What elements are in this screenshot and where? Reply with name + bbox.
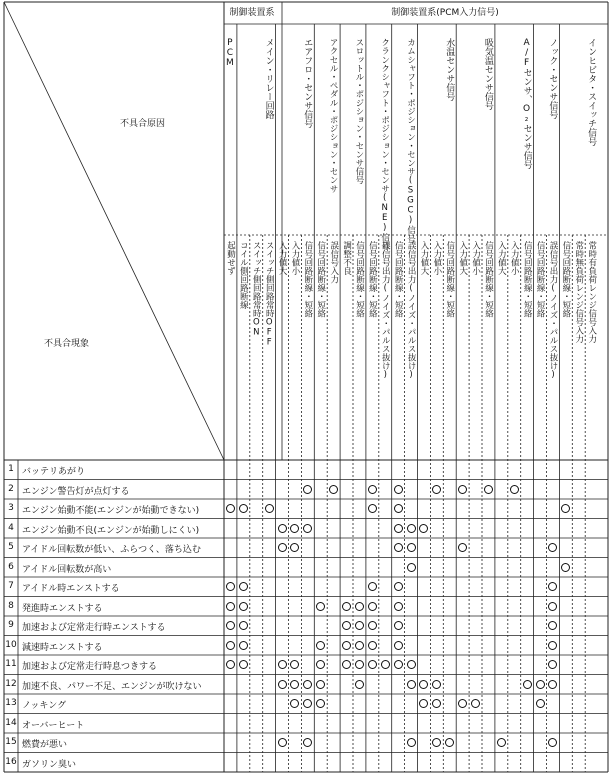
row-number: 7 bbox=[8, 581, 14, 591]
symptom-label: ノッキング bbox=[22, 701, 67, 711]
row-number: 9 bbox=[8, 620, 14, 630]
sub-header-8-1: 入力値小 bbox=[470, 241, 481, 275]
circle-mark bbox=[407, 680, 416, 689]
sub-header-10-0: 信号回路断線・短絡 bbox=[535, 241, 546, 318]
circle-mark bbox=[536, 699, 545, 708]
sub-header-8-2: 信号回路断線・短絡 bbox=[483, 241, 494, 318]
symptom-label: 発進時エンストする bbox=[22, 603, 103, 614]
row-number: 8 bbox=[8, 600, 14, 611]
symptom-label: 加速および定常走行時エンストする bbox=[22, 623, 166, 633]
sub-header-9-0: 入力値大 bbox=[496, 241, 507, 275]
symptom-label: 燃費が悪い bbox=[22, 740, 68, 750]
symptom-label: エンジン始動不良(エンジンが始動しにくい) bbox=[22, 525, 200, 536]
symptom-label: オーバーヒート bbox=[22, 720, 85, 731]
row-number: 5 bbox=[8, 542, 14, 552]
circle-mark bbox=[239, 641, 248, 650]
circle-mark bbox=[278, 660, 287, 669]
circle-mark bbox=[394, 660, 403, 669]
circle-mark bbox=[536, 680, 545, 689]
sub-header-1-0: コイル側回路断線 bbox=[238, 241, 249, 309]
sub-header-4-0: 調整不良 bbox=[341, 241, 352, 275]
circle-mark bbox=[226, 641, 235, 650]
symptom-label: エンジン警告灯が点灯する bbox=[22, 486, 130, 497]
column-header-5: クランクシャフト・ポジション・センサ(NE)信号 bbox=[379, 38, 390, 250]
symptom-label: エンジン始動不能(エンジンが始動できない) bbox=[22, 506, 200, 516]
circle-mark bbox=[523, 680, 532, 689]
circle-mark bbox=[407, 660, 416, 669]
circle-mark bbox=[265, 504, 274, 513]
symptom-label: バッテリあがり bbox=[22, 467, 86, 477]
row-number: 10 bbox=[5, 639, 17, 650]
row-number: 1 bbox=[8, 464, 14, 474]
circle-mark bbox=[342, 602, 351, 611]
circle-mark bbox=[394, 504, 403, 513]
sub-header-4-1: 信号回路断線・短絡 bbox=[354, 241, 365, 318]
sub-header-3-1: 誤信号入力 bbox=[328, 241, 339, 284]
row-number: 4 bbox=[8, 522, 14, 533]
row-number: 14 bbox=[5, 717, 17, 728]
sub-header-3-0: 信号回路断線・短絡 bbox=[315, 241, 326, 318]
sub-header-7-0: 入力値大 bbox=[419, 241, 429, 275]
sub-header-1-1: スイッチ側回路常時ON bbox=[251, 241, 262, 338]
circle-mark bbox=[355, 602, 364, 611]
sub-header-7-1: 入力値小 bbox=[431, 241, 442, 275]
sub-header-6-1: 誤信号出力(ノイズ・パルス抜け) bbox=[406, 241, 417, 380]
row-number: 6 bbox=[8, 561, 14, 572]
sub-header-11-2: 常時有負荷レンジ信号入力 bbox=[586, 241, 597, 343]
circle-mark bbox=[316, 641, 325, 650]
sub-header-9-1: 入力値小 bbox=[509, 241, 520, 275]
column-header-1: メイン・リレー回路 bbox=[263, 38, 274, 119]
circle-mark bbox=[394, 524, 403, 533]
sub-header-2-0: 入力値大 bbox=[277, 241, 288, 275]
corner-cause-label: 不具合原因 bbox=[120, 119, 166, 129]
circle-mark bbox=[342, 641, 351, 650]
circle-mark bbox=[368, 641, 377, 650]
circle-mark bbox=[394, 543, 403, 552]
column-header-10: ノック・センサ信号 bbox=[547, 38, 558, 119]
column-header-7: 水温センサ信号 bbox=[444, 38, 455, 101]
circle-mark bbox=[329, 485, 338, 494]
circle-mark bbox=[226, 602, 235, 611]
row-number: 3 bbox=[8, 503, 14, 513]
symptom-label: アイドル回転数が低い、ふらつく、落ち込む bbox=[22, 545, 201, 555]
sub-header-5-0: 信号回路断線・短絡 bbox=[367, 241, 378, 318]
group-header-pcm-input: 制御装置系(PCM入力信号) bbox=[391, 8, 499, 18]
symptom-label: ガソリン臭い bbox=[22, 759, 77, 770]
circle-mark bbox=[407, 524, 416, 533]
row-number: 13 bbox=[5, 698, 17, 708]
circle-mark bbox=[368, 602, 377, 611]
circle-mark bbox=[394, 641, 403, 650]
sub-header-1-2: スイッチ側回路常時OFF bbox=[264, 241, 275, 348]
column-header-9: A/Fセンサ、O₂センサ信号 bbox=[521, 38, 532, 169]
corner-symptom-label: 不具合現象 bbox=[44, 339, 90, 349]
symptom-label: 減速時エンストする bbox=[22, 642, 103, 653]
circle-mark bbox=[458, 485, 467, 494]
sub-header-8-0: 入力値大 bbox=[457, 241, 468, 275]
column-header-0: PCM bbox=[224, 38, 235, 68]
column-header-2: エアフロ・センサ信号 bbox=[302, 38, 313, 128]
column-header-11: インヒビタ・スイッチ信号 bbox=[586, 38, 597, 146]
group-header-control: 制御装置系 bbox=[229, 8, 275, 18]
circle-mark bbox=[278, 543, 287, 552]
sub-header-2-2: 信号回路断線・短絡 bbox=[302, 241, 313, 318]
circle-mark bbox=[394, 485, 403, 494]
column-header-8: 吸気温センサ信号 bbox=[482, 38, 493, 110]
row-number: 11 bbox=[5, 659, 17, 669]
circle-mark bbox=[278, 738, 287, 747]
row-number: 16 bbox=[5, 756, 17, 767]
column-header-6: カムシャフト・ポジション・センサ(SGC)信号 bbox=[405, 38, 416, 243]
grid-line bbox=[4, 2, 224, 460]
circle-mark bbox=[510, 485, 519, 494]
circle-mark bbox=[355, 680, 364, 689]
circle-mark bbox=[239, 602, 248, 611]
sub-header-10-1: 誤信号出力(ノイズ・パルス抜け) bbox=[548, 241, 558, 380]
row-number: 12 bbox=[5, 678, 17, 689]
circle-mark bbox=[278, 524, 287, 533]
symptom-label: アイドル時エンストする bbox=[22, 584, 120, 594]
sub-header-5-1: 誤信号出力(ノイズ・パルス抜け) bbox=[380, 241, 391, 380]
symptom-label: アイドル回転数が高い bbox=[22, 564, 112, 575]
symptom-label: 加速不良、パワー不足、エンジンが吹けない bbox=[22, 681, 202, 692]
row-number: 15 bbox=[5, 737, 17, 747]
circle-mark bbox=[368, 485, 377, 494]
sub-header-11-1: 常時無負荷レンジ信号入力 bbox=[573, 241, 584, 343]
circle-mark bbox=[407, 543, 416, 552]
circle-mark bbox=[381, 660, 390, 669]
circle-mark bbox=[407, 563, 416, 572]
circle-mark bbox=[278, 680, 287, 689]
circle-mark bbox=[484, 485, 493, 494]
sub-header-7-2: 信号回路断線・短絡 bbox=[444, 241, 455, 318]
circle-mark bbox=[394, 621, 403, 630]
circle-mark bbox=[355, 641, 364, 650]
column-header-4: スロットル・ポジション・センサ信号 bbox=[353, 38, 364, 185]
circle-mark bbox=[394, 602, 403, 611]
circle-mark bbox=[316, 680, 325, 689]
sub-header-0-0: 起動せず bbox=[225, 241, 236, 275]
row-number: 2 bbox=[8, 483, 14, 494]
sub-header-6-0: 信号回路断線・短絡 bbox=[393, 241, 404, 318]
sub-header-2-1: 入力値小 bbox=[290, 241, 300, 275]
circle-mark bbox=[407, 738, 416, 747]
sub-header-11-0: 信号回路断線・短絡 bbox=[560, 241, 571, 318]
circle-mark bbox=[394, 582, 403, 591]
sub-header-9-2: 信号回路断線・短絡 bbox=[522, 241, 533, 318]
symptom-label: 加速および定常走行時息つきする bbox=[22, 662, 158, 672]
circle-mark bbox=[316, 602, 325, 611]
column-header-3: アクセル・ペダル・ポジション・センサ bbox=[328, 38, 339, 193]
